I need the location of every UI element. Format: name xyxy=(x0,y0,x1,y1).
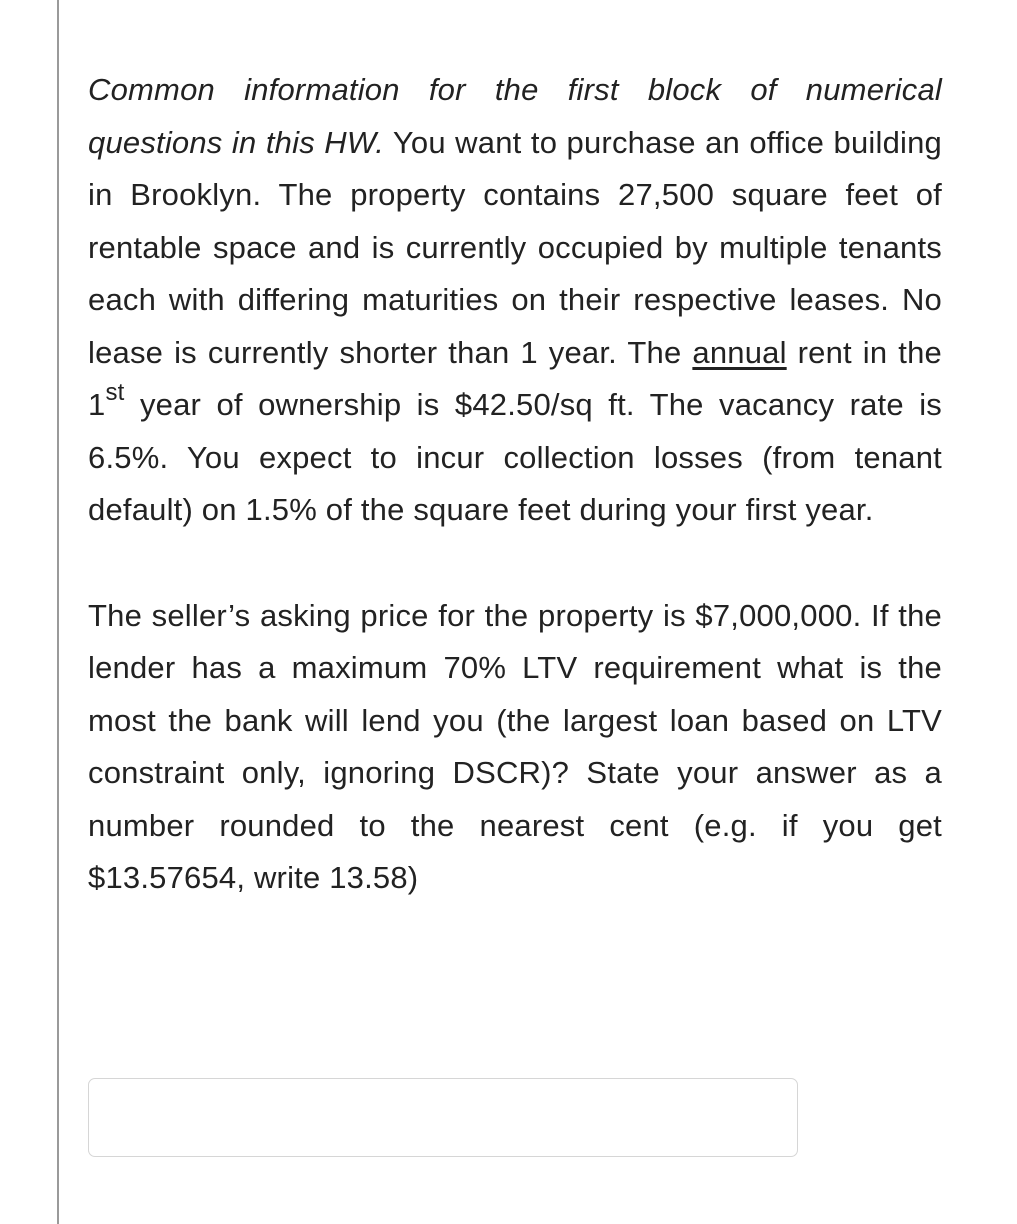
common-info-intro: Common information for the first block of numerical questions in this HW. xyxy=(88,72,942,160)
ordinal-superscript: st xyxy=(105,379,125,407)
question-paragraph-ltv: The seller’s asking price for the property is $7,000,000. If the lender has a maximum 70% LTV requirement what is the most the bank will lend you (the largest loan based on LTV constraint only, ignoring DSCR)? State your answer as a number rounded to the nearest cent (e.g. if you get $13.57654, write 13.58) xyxy=(88,597,942,895)
annual-emphasis: annual xyxy=(692,334,787,370)
paragraph1-text-a: You want to purchase an office building in Brooklyn. The property contains 27,500 square feet of rentable space and is currently occupied by multiple tenants each with differing maturities on their respective leases. No lease is currently shorter than 1 year. The xyxy=(88,124,942,370)
question-paragraph-common-info xyxy=(88,64,942,537)
answer-input[interactable] xyxy=(88,1078,798,1157)
question-text-block xyxy=(88,64,942,905)
paragraph1-text-c: year of ownership is $42.50/sq ft. The vacancy rate is 6.5%. You expect to incur collection losses (from tenant default) on 1.5% of the square feet during your first year. xyxy=(88,387,942,527)
paragraph1-text-b: rent in the 1 xyxy=(88,334,942,422)
left-border-rule xyxy=(57,0,59,1224)
